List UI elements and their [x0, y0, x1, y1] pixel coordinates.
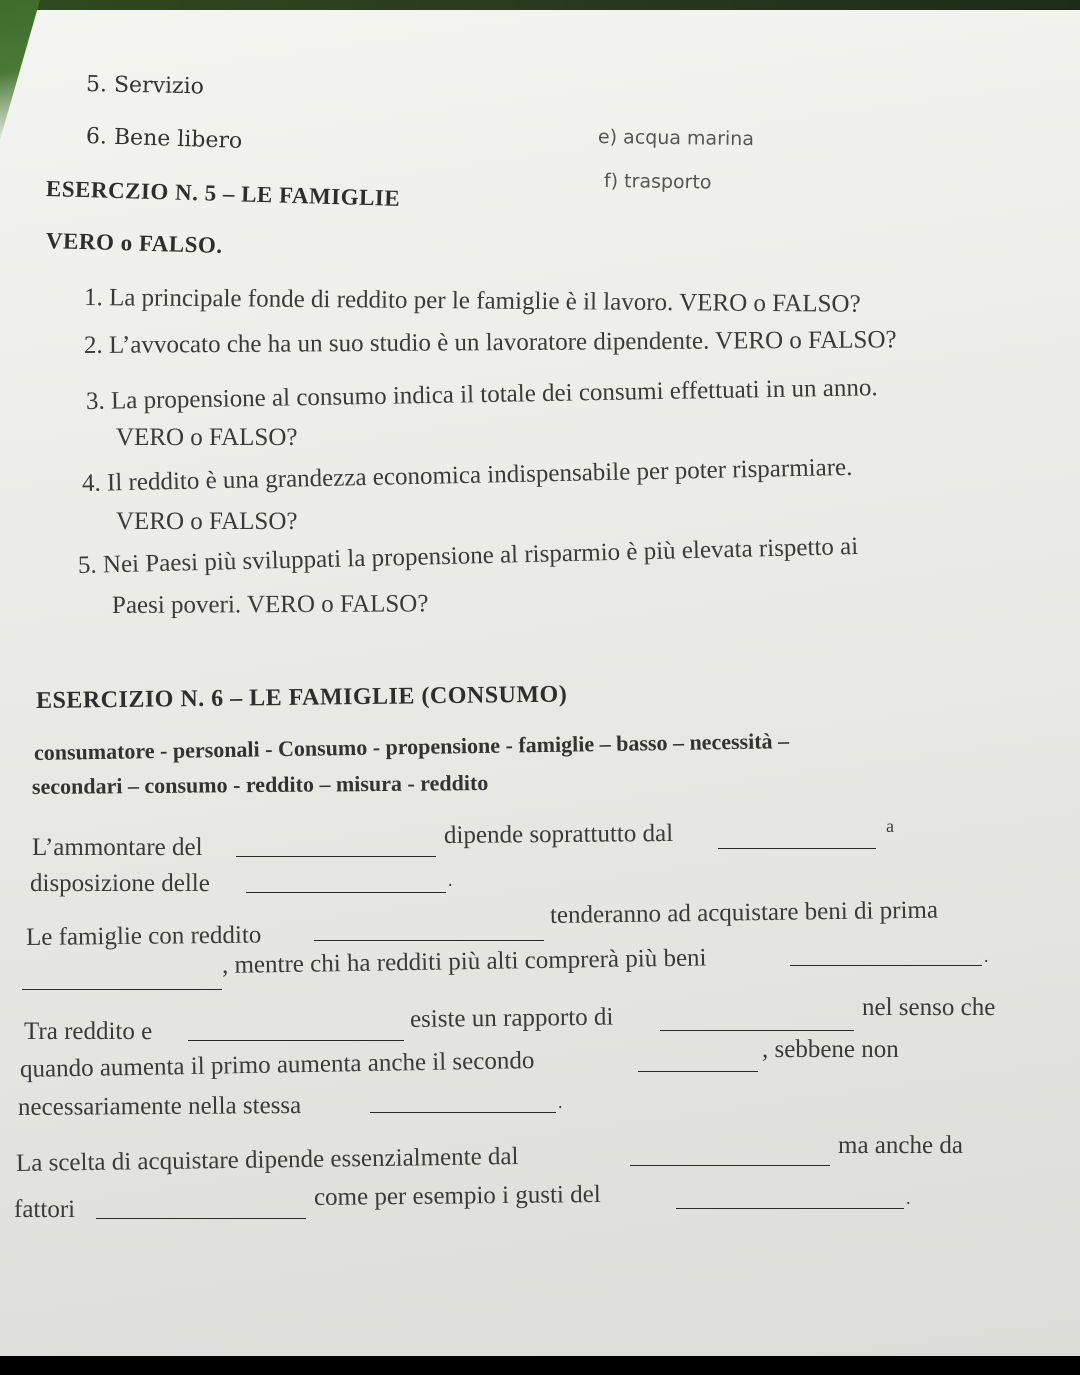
paragraph-2-text-d: .	[984, 946, 989, 966]
prev-item-5: 5. Servizio	[85, 72, 205, 100]
left-background-edge	[0, 0, 40, 140]
paragraph-3-text-g: .	[558, 1092, 563, 1112]
question-3-line-2: VERO o FALSO?	[116, 424, 298, 451]
exercise-6-title: ESERCIZIO N. 6 – LE FAMIGLIE (CONSUMO)	[35, 681, 568, 714]
paragraph-4-text-e: .	[906, 1188, 911, 1208]
word-bank-line-2: secondari – consumo - reddito – misura - reddito	[31, 770, 489, 799]
question-1: 1. La principale fonde di reddito per le famiglie è il lavoro. VERO o FALSO?	[83, 284, 861, 318]
blank-field[interactable]	[188, 1040, 404, 1041]
paragraph-1-text-b: dipende soprattutto dal	[443, 820, 674, 849]
blank-field[interactable]	[630, 1165, 830, 1166]
paragraph-3-text-e: , sebbene non	[762, 1036, 899, 1063]
paragraph-1-text-c: a	[886, 816, 894, 836]
prev-option-e: e) acqua marina	[597, 126, 755, 151]
paragraph-2-text-c: , mentre chi ha redditi più alti comprerà più beni	[221, 944, 707, 979]
blank-field[interactable]	[638, 1071, 758, 1072]
paragraph-3-text-b: esiste un rapporto di	[409, 1003, 614, 1033]
blank-field[interactable]	[96, 1218, 306, 1219]
paragraph-1-text-e: .	[448, 870, 453, 890]
question-5-line-2: Paesi poveri. VERO o FALSO?	[111, 590, 429, 619]
blank-field[interactable]	[314, 940, 544, 941]
paragraph-4-text-a: La scelta di acquistare dipende essenzialmente dal	[15, 1142, 519, 1177]
question-3-line-1: 3. La propensione al consumo indica il totale dei consumi effettuati in un anno.	[85, 374, 878, 415]
paragraph-3-text-c: nel senso che	[862, 994, 996, 1021]
paragraph-1-text-a: L’ammontare del	[32, 834, 203, 861]
question-5-line-1: 5. Nei Paesi più sviluppati la propensione al risparmio è più elevata rispetto ai	[77, 532, 859, 579]
paragraph-1-text-d: disposizione delle	[30, 870, 210, 897]
paragraph-4-text-d: come per esempio i gusti del	[313, 1180, 601, 1211]
paragraph-4-text-b: ma anche da	[838, 1132, 963, 1159]
paragraph-4-text-c: fattori	[14, 1196, 76, 1223]
prev-option-f: f) trasporto	[603, 170, 712, 194]
exercise-5-title: ESERCZIO N. 5 – LE FAMIGLIE	[45, 176, 401, 211]
blank-field[interactable]	[718, 848, 876, 849]
paragraph-3-text-a: Tra reddito e	[24, 1018, 153, 1045]
blank-field[interactable]	[236, 856, 436, 857]
blank-field[interactable]	[22, 989, 222, 990]
blank-field[interactable]	[790, 965, 982, 966]
paragraph-3-text-d: quando aumenta il primo aumenta anche il secondo	[19, 1047, 535, 1083]
paragraph-2-text-a: Le famiglie con reddito	[25, 921, 262, 951]
paragraph-2-text-b: tenderanno ad acquistare beni di prima	[549, 896, 939, 929]
paragraph-3-text-f: necessariamente nella stessa	[17, 1092, 302, 1121]
blank-field[interactable]	[370, 1112, 556, 1113]
blank-field[interactable]	[246, 892, 446, 893]
blank-field[interactable]	[660, 1030, 854, 1031]
question-4-line-1: 4. Il reddito è una grandezza economica indispensabile per poter risparmiare.	[81, 453, 853, 497]
prev-item-6: 6. Bene libero	[85, 124, 243, 154]
bottom-black-bar	[0, 1356, 1080, 1375]
question-4-line-2: VERO o FALSO?	[116, 508, 298, 535]
word-bank-line-1: consumatore - personali - Consumo - propensione - famiglie – basso – necessità –	[33, 728, 790, 765]
exercise-5-subtitle: VERO o FALSO.	[45, 228, 223, 258]
blank-field[interactable]	[676, 1208, 904, 1209]
green-background-edge	[0, 0, 1080, 10]
question-2: 2. L’avvocato che ha un suo studio è un lavoratore dipendente. VERO o FALSO?	[83, 326, 897, 359]
